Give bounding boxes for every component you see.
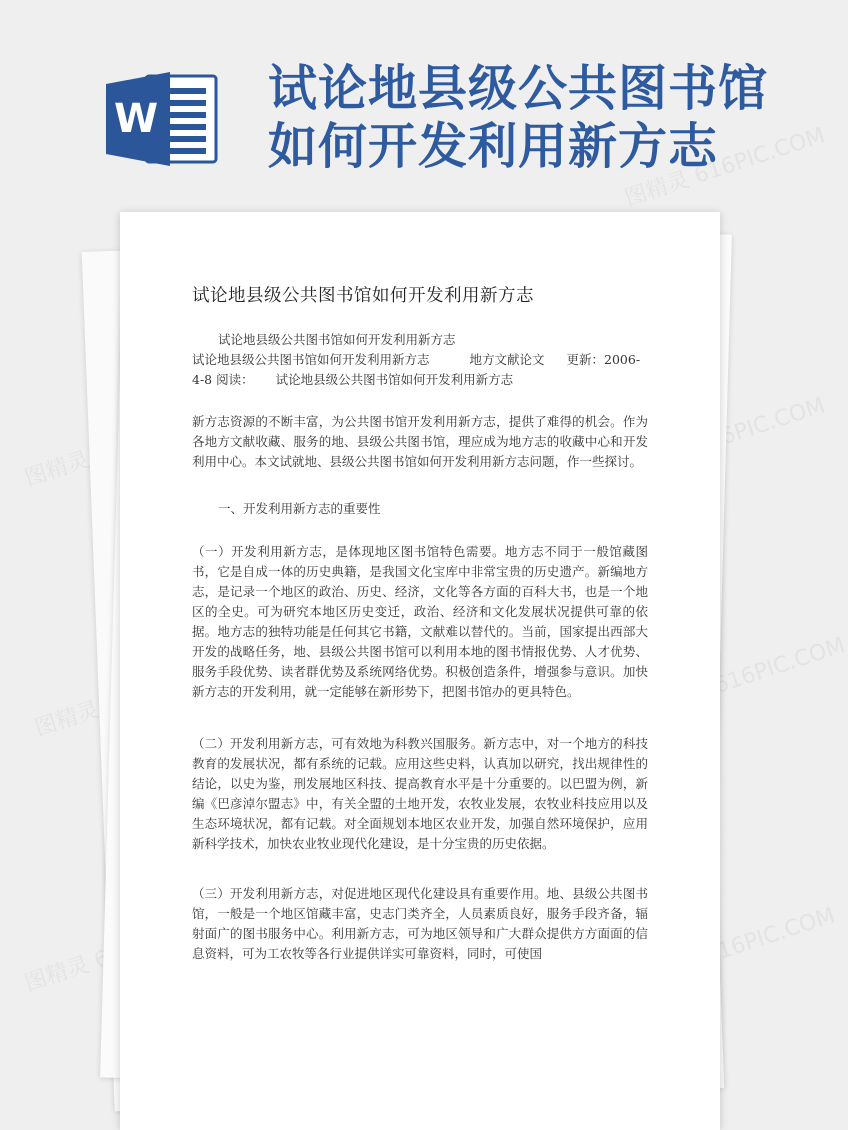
document-title: 试论地县级公共图书馆如何开发利用新方志 [192,286,534,306]
watermark: 图精灵 [21,952,93,997]
watermark: 图精灵 [21,447,93,492]
paragraph-1: （一）开发利用新方志，是体现地区图书馆特色需要。地方志不同于一般馆藏图书，它是自成一体的历史典籍，是我国文化宝库中非常宝贵的历史遗产。新编地方志，是记录一个地区的政治、历史、经济，文化等各方面的百科大书，也是一个地区的全史。可为研究本地区历史变迁，政治、经济和文化发展状况提供可靠的依据。地方志的独特功能是任何其它书籍，文献难以替代的。当前，国家提出西部大开发的战略任务，地、县级公共图书馆可以利用本地的图书情报优势、人才优势、服务手段优势、读者群优势及系统网络优势。积极创造条件，增强参与意识。加快新方志的开发利用，就一定能够在新形势下，把图书馆办的更具特色。 [192,544,648,699]
section-heading: 一、开发利用新方志的重要性 [218,501,381,516]
paragraph-3: （三）开发利用新方志，对促进地区现代化建设具有重要作用。地、县级公共图书馆，一般是一个地区馆藏丰富，史志门类齐全，人员素质良好，服务手段齐备，辐射面广的图书服务中心。利用新方志，可为地区领导和广大群众提供方方面面的信息资料，可为工农牧等各行业提供详实可靠资料，同时，可使国 [192,886,648,961]
meta-article-title-2: 试论地县级公共图书馆如何开发利用新方志 [275,372,514,387]
banner-title: 试论地县级公共图书馆如何开发利用新方志 [268,60,769,175]
watermark: 图精灵 616PIC.COM [631,903,839,992]
watermark: 图精灵 616PIC.COM [621,123,829,212]
document-meta [192,330,652,390]
watermark: 616PIC.COM [691,393,829,459]
watermark: 图精灵 616PIC.COM [641,633,848,722]
meta-article-title: 试论地县级公共图书馆如何开发利用新方志 [192,352,430,367]
meta-updated: 更新：2006- [566,352,641,367]
meta-line-2 [192,350,652,370]
word-document-icon [106,70,218,168]
intro-paragraph: 新方志资源的不断丰富，为公共图书馆开发利用新方志，提供了难得的机会。作为各地方文献收藏、服务的地、县级公共图书馆，理应成为地方志的收藏中心和开发利用中心。本文试就地、县级公共图书馆如何开发利用新方志问题，作一些探讨。 [192,414,648,469]
svg-text:W: W [113,96,159,142]
meta-date-reads: 4-8 阅读： [192,372,254,387]
paragraph-2: （二）开发利用新方志，可有效地为科教兴国服务。新方志中，对一个地方的科技教育的发展状况，都有系统的记载。应用这些史料，认真加以研究，找出规律性的结论，以史为鉴，刑发展地区科技、提高教育水平是十分重要的。以巴盟为例，新编《巴彦淖尔盟志》中，有关全盟的土地开发，农牧业发展，农牧业科技应用以及生态环境状况，都有记载。对全面规划本地区农业开发，加强自然环境保护，应用新科学技术，加快农业牧业现代化建设，是十分宝贵的历史依据。 [192,736,648,851]
meta-line-1: 试论地县级公共图书馆如何开发利用新方志 [218,332,456,347]
document-page [120,212,720,1130]
watermark: 图精灵 [31,697,103,742]
meta-line-3 [192,370,652,390]
meta-category: 地方文献论文 [469,352,545,367]
